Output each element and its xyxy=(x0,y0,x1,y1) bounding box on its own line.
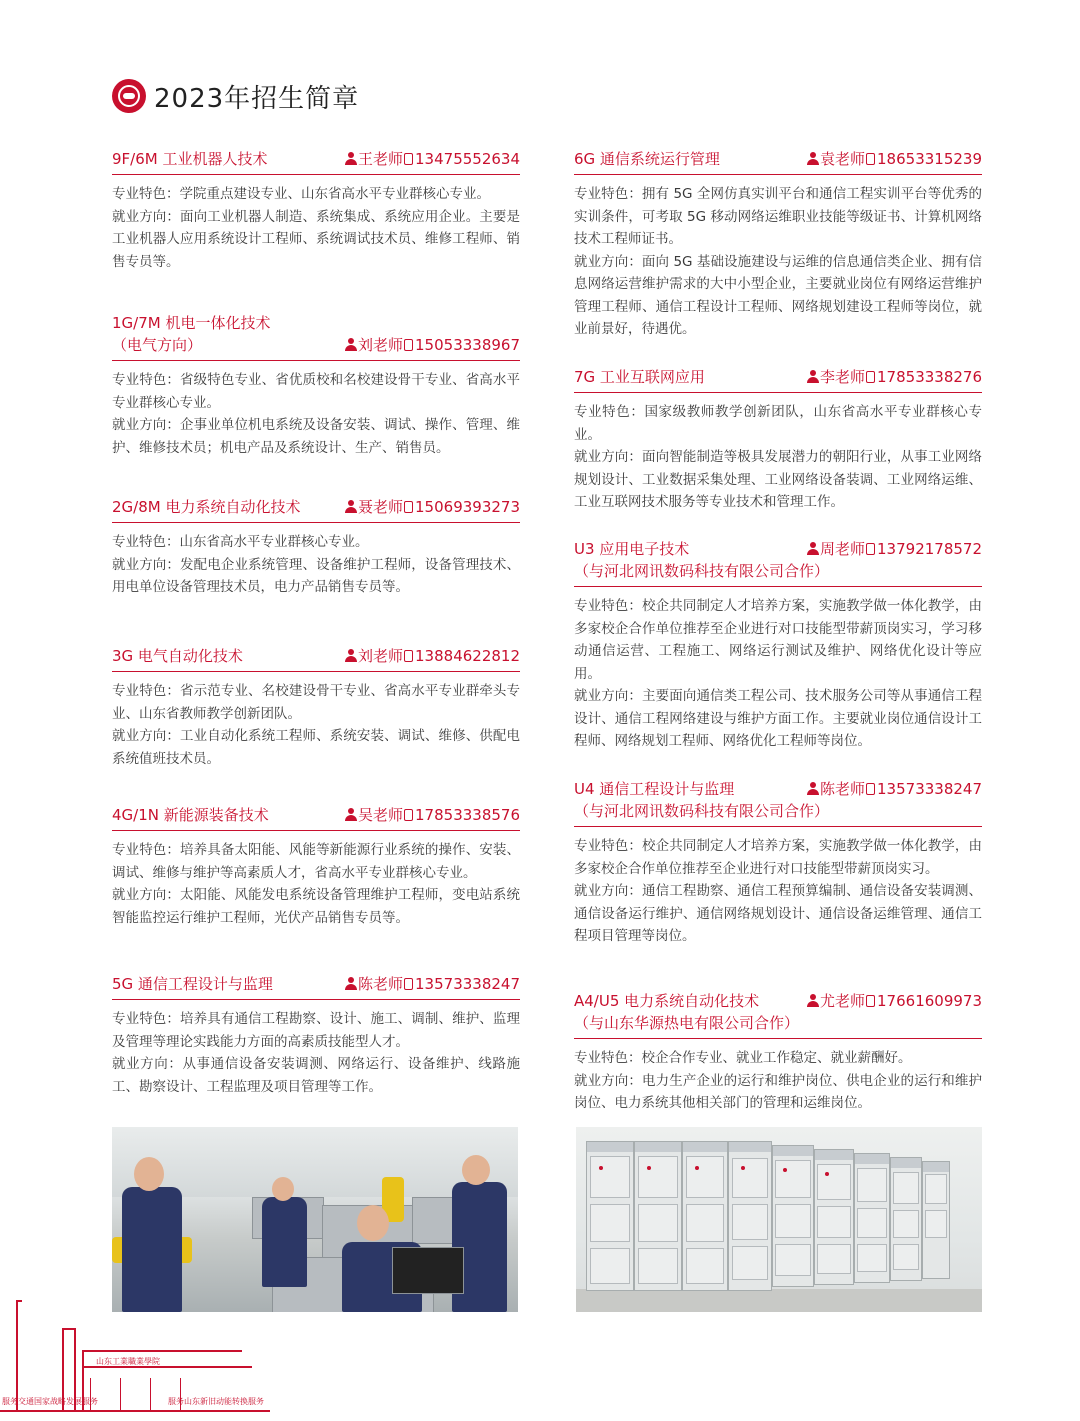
feature-text: 培养具备太阳能、风能等新能源行业系统的操作、安装、调试、维修与维护等高素质人才，省高水平专业群核心专业。 xyxy=(112,842,521,881)
footer-school-name: 山东工業職業學院 xyxy=(96,1357,160,1366)
phone-number: 13475552634 xyxy=(415,150,520,168)
major-contact xyxy=(807,990,982,1012)
major-subtitle: （与河北网讯数码科技有限公司合作） xyxy=(574,562,830,580)
feature-label: 专业特色： xyxy=(574,186,642,202)
teacher-name: 尤老师 xyxy=(820,992,866,1010)
phone-icon xyxy=(866,995,875,1007)
major-name: 9F/6M 工业机器人技术 xyxy=(112,150,268,168)
teacher-name: 李老师 xyxy=(820,368,866,386)
major-description xyxy=(574,183,982,341)
phone-number: 17853338276 xyxy=(877,368,982,386)
teacher-name: 袁老师 xyxy=(820,150,866,168)
major-contact xyxy=(345,334,520,356)
major-section xyxy=(112,148,520,273)
feature-text: 校企共同制定人才培养方案，实施教学做一体化教学，由多家校企合作单位推荐至企业进行对口技能型带薪顶岗实习，学习移动通信运营、工程施工、网络运行测试及维护、网络优化设计等应用。 xyxy=(574,598,983,682)
major-name: 6G 通信系统运行管理 xyxy=(574,150,720,168)
major-name: 2G/8M 电力系统自动化技术 xyxy=(112,498,301,516)
person-icon xyxy=(345,808,357,821)
major-contact xyxy=(807,366,982,388)
major-section xyxy=(112,804,520,929)
phone-number: 17853338576 xyxy=(415,806,520,824)
major-description xyxy=(112,183,520,273)
career-label: 就业方向： xyxy=(112,208,181,225)
footer-slogan-left: 服务交通国家战略发展服务 xyxy=(2,1397,98,1406)
major-name: U3 应用电子技术 xyxy=(574,540,690,558)
person-icon xyxy=(345,500,357,513)
major-description xyxy=(112,839,520,929)
phone-icon xyxy=(404,153,413,165)
major-header xyxy=(112,804,520,831)
major-section xyxy=(574,538,982,753)
major-name: 7G 工业互联网应用 xyxy=(574,368,705,386)
major-contact xyxy=(345,496,520,518)
major-subtitle: （与河北网讯数码科技有限公司合作） xyxy=(574,802,830,820)
career-text: 主要面向通信类工程公司、技术服务公司等从事通信工程设计、通信工程网络建设与维护方面工作。主要就业岗位通信设计工程师、网络规划工程师、网络优化工程师等岗位。 xyxy=(574,688,983,749)
major-description xyxy=(112,369,520,459)
phone-icon xyxy=(404,501,413,513)
major-name: 1G/7M 机电一体化技术 xyxy=(112,314,271,332)
feature-label: 专业特色： xyxy=(574,404,645,420)
school-logo-icon xyxy=(112,79,146,113)
career-text: 工业自动化系统工程师、系统安装、调试、维修、供配电系统值班技术员。 xyxy=(112,728,521,767)
feature-label: 专业特色： xyxy=(574,598,643,614)
major-header xyxy=(112,645,520,672)
career-label: 就业方向： xyxy=(574,688,643,704)
major-section xyxy=(574,148,982,341)
phone-number: 13792178572 xyxy=(877,540,982,558)
major-contact xyxy=(807,778,982,800)
major-section xyxy=(112,496,520,599)
major-header xyxy=(574,148,982,175)
major-section xyxy=(112,973,520,1098)
feature-label: 专业特色： xyxy=(112,372,181,388)
major-header xyxy=(574,778,982,827)
phone-icon xyxy=(404,650,413,662)
major-name: A4/U5 电力系统自动化技术 xyxy=(574,992,760,1010)
major-name: 3G 电气自动化技术 xyxy=(112,647,243,665)
feature-label: 专业特色： xyxy=(112,1011,181,1027)
phone-icon xyxy=(866,153,875,165)
major-header xyxy=(574,538,982,587)
teacher-name: 刘老师 xyxy=(358,336,404,354)
feature-text: 国家级教师教学创新团队，山东省高水平专业群核心专业。 xyxy=(574,404,983,443)
feature-label: 专业特色： xyxy=(112,534,180,550)
career-text: 通信工程勘察、通信工程预算编制、通信设备安装调测、通信设备运行维护、通信网络规划设计、通信设备运维管理、通信工程项目管理等岗位。 xyxy=(574,883,983,944)
feature-label: 专业特色： xyxy=(112,683,181,699)
phone-icon xyxy=(866,371,875,383)
major-header xyxy=(112,148,520,175)
career-label: 就业方向： xyxy=(112,417,181,433)
major-header xyxy=(574,990,982,1039)
person-icon xyxy=(807,994,819,1007)
major-name: 4G/1N 新能源装备技术 xyxy=(112,806,269,824)
career-text: 企事业单位机电系统及设备安装、调试、操作、管理、维护、维修技术员；机电产品及系统设计、生产、销售员。 xyxy=(112,417,521,456)
major-section xyxy=(574,366,982,514)
major-description xyxy=(112,680,520,770)
feature-label: 专业特色： xyxy=(574,1050,642,1066)
feature-label: 专业特色： xyxy=(112,186,180,202)
feature-text: 培养具有通信工程勘察、设计、施工、调制、维护、监理及管理等理论实践能力方面的高素质技能型人才。 xyxy=(112,1011,521,1050)
person-icon xyxy=(807,152,819,165)
major-description xyxy=(574,401,982,514)
phone-icon xyxy=(404,339,413,351)
major-section xyxy=(112,312,520,459)
major-description xyxy=(112,1008,520,1098)
person-icon xyxy=(345,338,357,351)
major-header xyxy=(112,973,520,1000)
person-icon xyxy=(345,977,357,990)
feature-text: 省级特色专业、省优质校和名校建设骨干专业、省高水平专业群核心专业。 xyxy=(112,372,521,411)
major-description xyxy=(574,835,982,948)
robotics-lab-photo xyxy=(112,1127,518,1312)
teacher-name: 吴老师 xyxy=(358,806,404,824)
career-label: 就业方向： xyxy=(574,253,642,270)
switchgear-room-photo xyxy=(576,1127,982,1312)
career-text: 面向 5G 基础设施建设与运维的信息通信类企业、拥有信息网络运营维护需求的大中小型企业，主要就业岗位有网络运营维护管理工程师、通信工程设计工程师、网络规划建设工程师等岗位，就业前景好，待遇优。 xyxy=(574,253,983,337)
major-header xyxy=(112,496,520,523)
major-description xyxy=(574,595,982,753)
page-title: 2023年招生简章 xyxy=(154,83,360,114)
career-text: 发配电企业系统管理、设备维护工程师，设备管理技术、用电单位设备管理技术员，电力产品销售专员等。 xyxy=(112,556,521,595)
major-section xyxy=(112,645,520,770)
phone-number: 13884622812 xyxy=(415,647,520,665)
major-name: U4 通信工程设计与监理 xyxy=(574,780,735,798)
career-text: 面向智能制造等极具发展潜力的朝阳行业，从事工业网络规划设计、工业数据采集处理、工业网络设备装调、工业网络运维、工业互联网技术服务等专业技术和管理工作。 xyxy=(574,449,983,510)
major-description xyxy=(112,531,520,599)
person-icon xyxy=(807,782,819,795)
career-text: 面向工业机器人制造、系统集成、系统应用企业。主要是工业机器人应用系统设计工程师、系统调试技术员、维修工程师、销售专员等。 xyxy=(112,208,521,270)
phone-number: 15053338967 xyxy=(415,336,520,354)
phone-icon xyxy=(866,783,875,795)
major-name: 5G 通信工程设计与监理 xyxy=(112,975,273,993)
person-icon xyxy=(807,370,819,383)
person-icon xyxy=(807,542,819,555)
career-text: 从事通信设备安装调测、网络运行、设备维护、线路施工、勘察设计、工程监理及项目管理等工作。 xyxy=(112,1056,521,1095)
career-label: 就业方向： xyxy=(574,1072,643,1089)
major-header xyxy=(112,312,520,361)
major-contact xyxy=(807,148,982,170)
major-description xyxy=(574,1047,982,1115)
major-contact xyxy=(807,538,982,560)
major-contact xyxy=(345,645,520,667)
major-subtitle: （电气方向） xyxy=(112,336,203,354)
school-gate-decoration xyxy=(0,1300,270,1421)
feature-text: 山东省高水平专业群核心专业。 xyxy=(179,534,369,550)
phone-icon xyxy=(866,543,875,555)
major-subtitle: （与山东华源热电有限公司合作） xyxy=(574,1014,800,1032)
footer-slogan-right: 服务山东新旧动能转换服务 xyxy=(168,1397,264,1406)
page-header xyxy=(112,76,359,116)
career-label: 就业方向： xyxy=(112,556,181,573)
major-section xyxy=(574,778,982,948)
phone-icon xyxy=(404,809,413,821)
career-label: 就业方向： xyxy=(574,883,643,899)
major-contact xyxy=(345,804,520,826)
phone-number: 18653315239 xyxy=(877,150,982,168)
phone-number: 17661609973 xyxy=(877,992,982,1010)
career-text: 电力生产企业的运行和维护岗位、供电企业的运行和维护岗位、电力系统其他相关部门的管理和运维岗位。 xyxy=(574,1072,983,1111)
feature-label: 专业特色： xyxy=(574,838,643,854)
feature-text: 拥有 5G 全网仿真实训平台和通信工程实训平台等优秀的实训条件，可考取 5G 移动网络运维职业技能等级证书、计算机网络技术工程师证书。 xyxy=(574,186,983,247)
career-label: 就业方向： xyxy=(112,887,181,903)
feature-text: 学院重点建设专业、山东省高水平专业群核心专业。 xyxy=(179,186,490,202)
major-contact xyxy=(345,973,520,995)
career-text: 太阳能、风能发电系统设备管理维护工程师，变电站系统智能监控运行维护工程师，光伏产品销售专员等。 xyxy=(112,887,521,926)
feature-text: 省示范专业、名校建设骨干专业、省高水平专业群牵头专业、山东省教师教学创新团队。 xyxy=(112,683,521,722)
feature-label: 专业特色： xyxy=(112,842,181,858)
person-icon xyxy=(345,152,357,165)
phone-number: 13573338247 xyxy=(415,975,520,993)
career-label: 就业方向： xyxy=(112,728,181,744)
major-contact xyxy=(345,148,520,170)
person-icon xyxy=(345,649,357,662)
teacher-name: 陈老师 xyxy=(358,975,404,993)
phone-icon xyxy=(404,978,413,990)
career-label: 就业方向： xyxy=(112,1056,183,1072)
major-section xyxy=(574,990,982,1115)
career-label: 就业方向： xyxy=(574,449,643,465)
teacher-name: 聂老师 xyxy=(358,498,404,516)
phone-number: 15069393273 xyxy=(415,498,520,516)
teacher-name: 周老师 xyxy=(820,540,866,558)
teacher-name: 王老师 xyxy=(358,150,404,168)
major-header xyxy=(574,366,982,393)
teacher-name: 刘老师 xyxy=(358,647,404,665)
feature-text: 校企合作专业、就业工作稳定、就业薪酬好。 xyxy=(641,1050,912,1066)
phone-number: 13573338247 xyxy=(877,780,982,798)
teacher-name: 陈老师 xyxy=(820,780,866,798)
feature-text: 校企共同制定人才培养方案，实施教学做一体化教学，由多家校企合作单位推荐至企业进行对口技能型带薪顶岗实习。 xyxy=(574,838,983,877)
